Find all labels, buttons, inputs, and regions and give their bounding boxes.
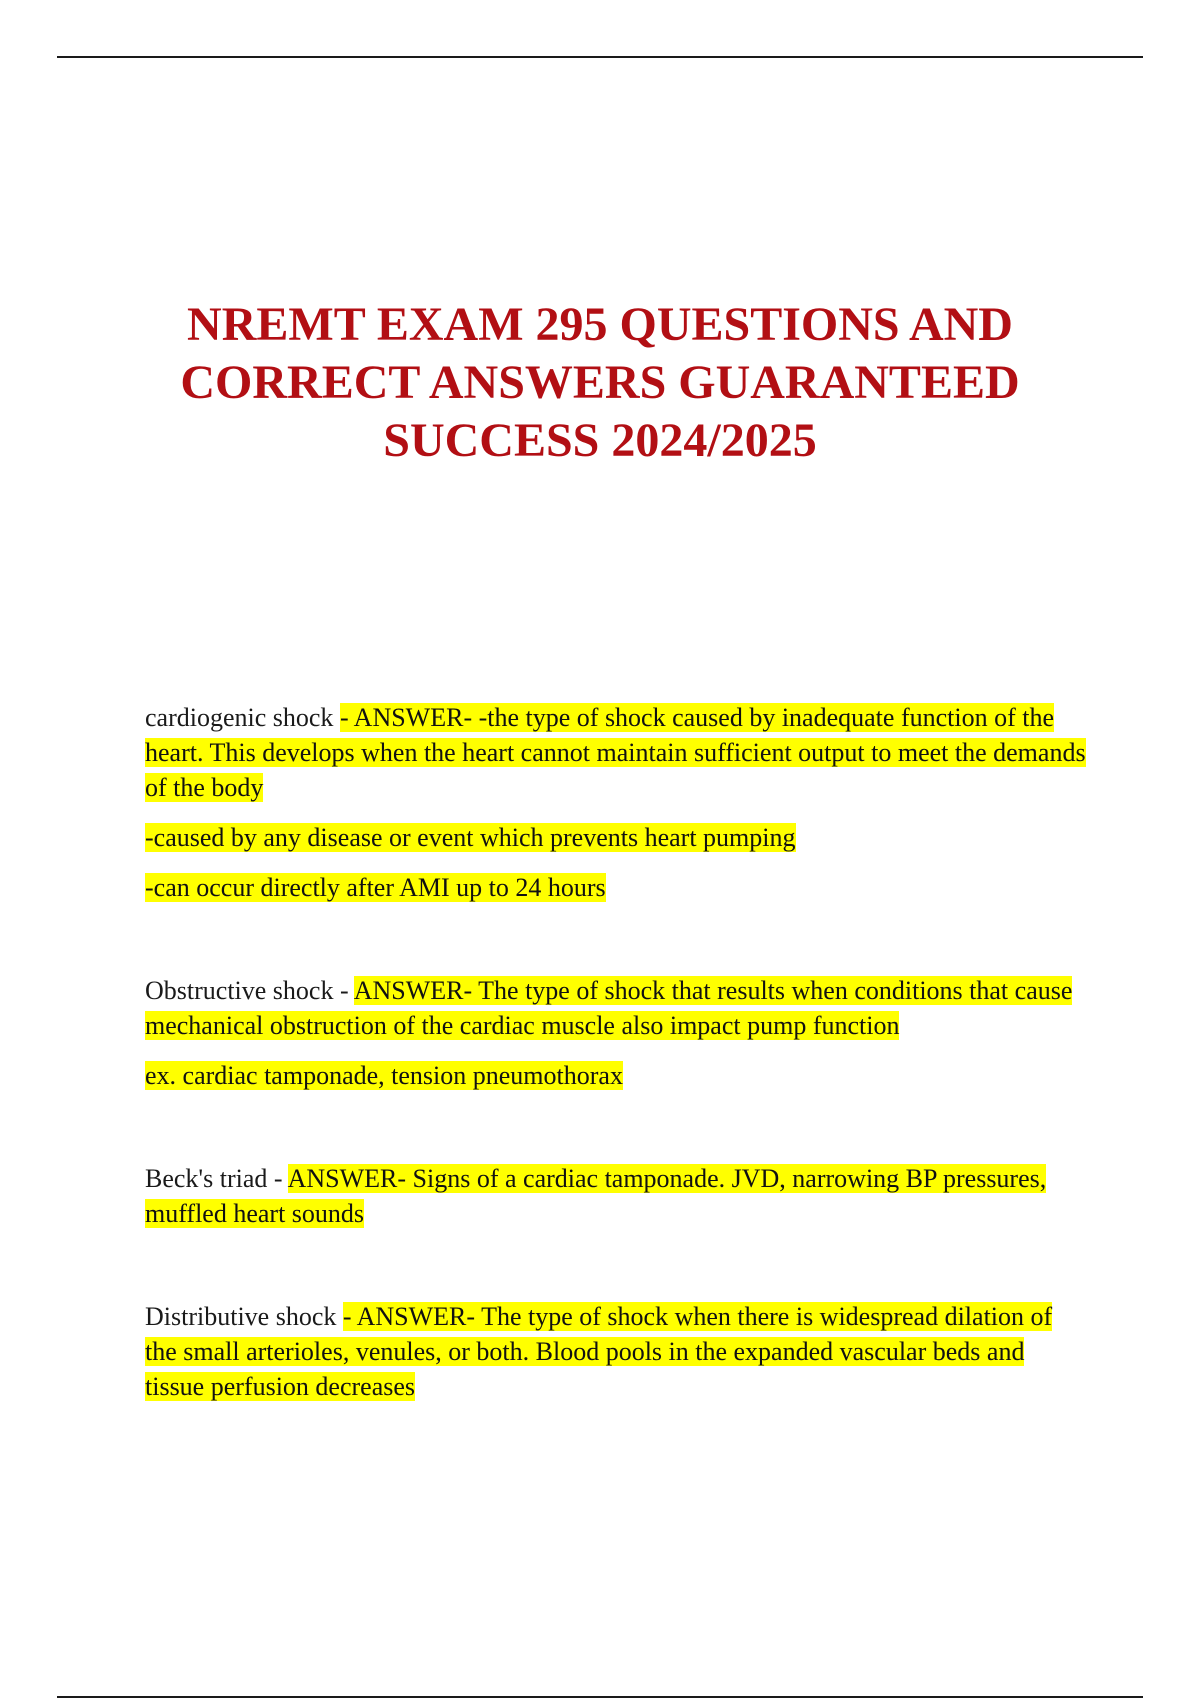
question-term: Distributive shock (145, 1302, 343, 1331)
qa-main-paragraph (145, 1299, 1090, 1404)
answer-extra-text: ex. cardiac tamponade, tension pneumothorax (145, 1061, 623, 1090)
answer-extra-line (145, 1058, 1090, 1093)
question-term: cardiogenic shock (145, 703, 340, 732)
document-title (120, 296, 1080, 470)
title-line: SUCCESS 2024/2025 (383, 414, 817, 467)
answer-extra-text: -caused by any disease or event which prevents heart pumping (145, 823, 796, 852)
title-line: CORRECT ANSWERS GUARANTEED (180, 356, 1020, 409)
answer-text: - ANSWER- The type of shock when there is widespread dilation of the small arterioles, venules, or both. Blood pools in the expanded vascular beds and tissue perfusion decreases (145, 1302, 1053, 1401)
qa-entry-becks-triad (145, 1161, 1090, 1231)
answer-extra-text: -can occur directly after AMI up to 24 hours (145, 873, 606, 902)
qa-entry-distributive-shock (145, 1299, 1090, 1404)
answer-text: ANSWER- Signs of a cardiac tamponade. JVD, narrowing BP pressures, muffled heart sounds (145, 1164, 1047, 1228)
bottom-rule (57, 1696, 1143, 1698)
answer-text: - ANSWER- -the type of shock caused by inadequate function of the heart. This develops when the heart cannot maintain sufficient output to meet the demands of the body (145, 703, 1086, 802)
qa-entry-cardiogenic-shock (145, 700, 1090, 905)
answer-extra-line (145, 820, 1090, 855)
qa-main-paragraph (145, 973, 1090, 1043)
answer-text: ANSWER- The type of shock that results when conditions that cause mechanical obstruction of the cardiac muscle also impact pump function (145, 976, 1073, 1040)
qa-main-paragraph (145, 1161, 1090, 1231)
qa-entry-obstructive-shock (145, 973, 1090, 1093)
title-line: NREMT EXAM 295 QUESTIONS AND (187, 298, 1013, 351)
question-term: Beck's triad - (145, 1164, 288, 1193)
qa-list (145, 700, 1090, 1419)
qa-main-paragraph (145, 700, 1090, 805)
answer-extra-line (145, 870, 1090, 905)
top-rule (57, 56, 1143, 58)
question-term: Obstructive shock - (145, 976, 354, 1005)
